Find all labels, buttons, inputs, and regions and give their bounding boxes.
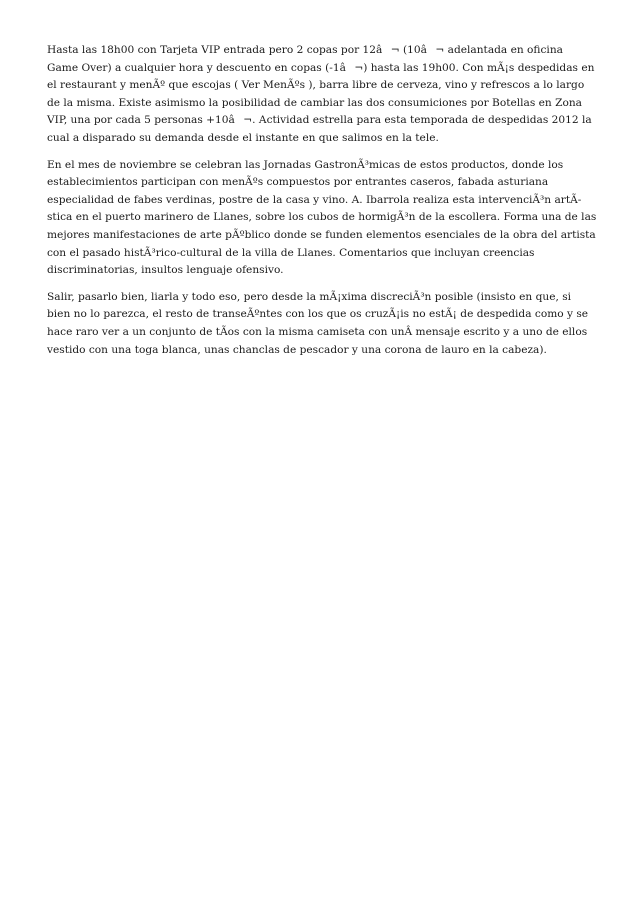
paragraph-1: Hasta las 18h00 con Tarjeta VIP entrada pero 2 copas por 12â¬ (10â¬ adelantada en oficina Game Over) a cualquier hora y descuento en copas (-1â¬) hasta las 19h00. Con mÃ¡s despedidas en el restaurant y menÃº que escojas ( Ver MenÃºs ), barra libre de cerveza, vino y refrescos a lo largo de la misma. Existe asimismo la posibilidad de cambiar las dos consumiciones por Botellas en Zona VIP, una por cada 5 personas +10â¬. Actividad estrella para esta temporada de despedidas 2012 la cual a disparado su demanda desde el instante en que salimos en la tele. (47, 44, 595, 144)
paragraph-3: Salir, pasarlo bien, liarla y todo eso, pero desde la mÃ¡xima discreciÃ³n posible (insisto en que, si bien no lo parezca, el resto de transeÃºntes con los que os cruzÃ¡is no estÃ¡ de despedida como y se hace raro ver a un conjunto de tÃos con la misma camiseta con unÂ mensaje escrito y a uno de ellos vestido con una toga blanca, unas chanclas de pescador y una corona de lauro en la cabeza). (47, 290, 589, 356)
paragraph-2: En el mes de noviembre se celebran las Jornadas GastronÃ³micas de estos productos, donde los establecimientos participan con menÃºs compuestos por entrantes caseros, fabada asturiana especialidad de fabes verdinas, postre de la casa y vino. A. Ibarrola realiza esta intervenciÃ³n artÃstica en el puerto marinero de Llanes, sobre los cubos de hormigÃ³n de la escollera. Forma una de las mejores manifestaciones de arte pÃºblico donde se funden elementos esenciales de la obra del artista con el pasado histÃ³rico-cultural de la villa de Llanes. Comentarios que incluyan creencias discriminatorias, insultos lenguaje ofensivo. (47, 158, 597, 277)
document-body (47, 42, 597, 368)
